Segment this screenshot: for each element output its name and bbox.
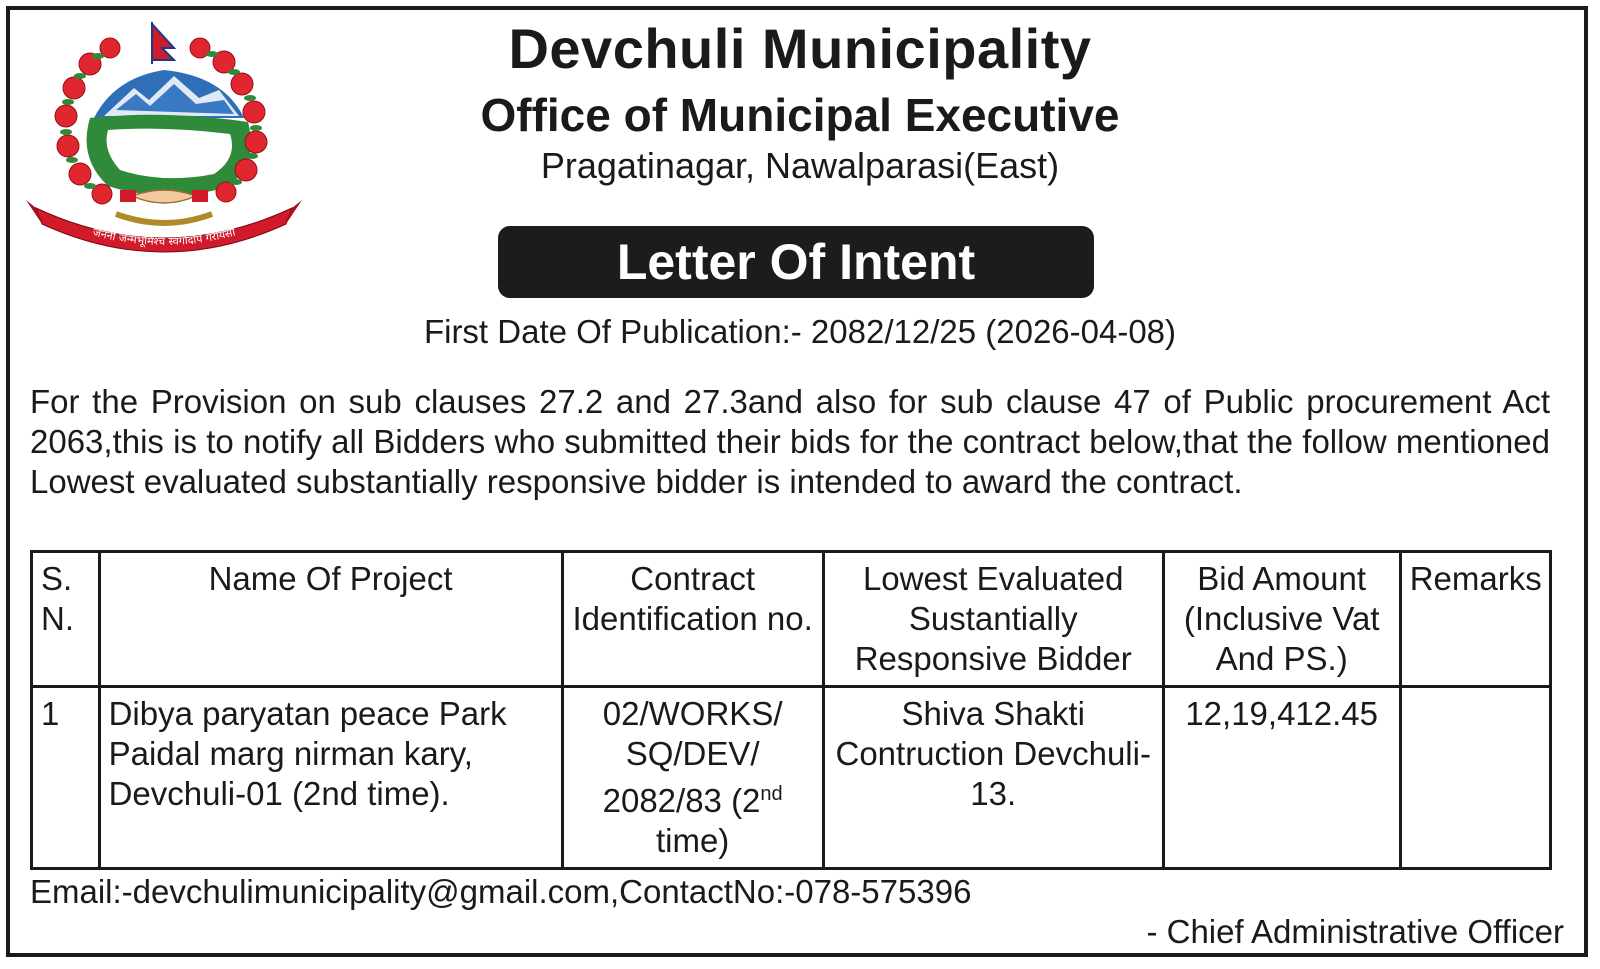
header-project: Name Of Project — [99, 552, 562, 687]
table-row — [32, 687, 1551, 869]
cell-project: Dibya paryatan peace Park Paidal marg nirman kary, Devchuli-01 (2nd time). — [99, 687, 562, 869]
cell-bidder: Shiva Shakti Contruction Devchuli-13. — [823, 687, 1163, 869]
header-bid-amount: Bid Amount (Inclusive Vat And PS.) — [1163, 552, 1400, 687]
header-contract-id: Contract Identification no. — [562, 552, 823, 687]
header-remarks: Remarks — [1400, 552, 1550, 687]
contact-info: Email:-devchulimunicipality@gmail.com,ContactNo:-078-575396 — [30, 873, 972, 910]
header-sn: S. N. — [32, 552, 100, 687]
office-name: Office of Municipal Executive — [480, 89, 1120, 141]
table-header-row — [32, 552, 1551, 687]
nepal-coat-of-arms-icon — [24, 18, 304, 258]
notice-heading-text: Letter Of Intent — [616, 234, 976, 290]
award-table — [30, 550, 1552, 870]
emblem-motto: जननी जन्मभूमिश्च स्वर्गादपि गरीयसी — [91, 225, 237, 249]
notice-heading — [498, 226, 1094, 298]
header-bidder: Lowest Evaluated Sustantially Responsive Bidder — [823, 552, 1163, 687]
contract-id-main: 02/WORKS/ SQ/DEV/ 2082/83 (2 — [602, 695, 783, 819]
cell-bid-amount: 12,19,412.45 — [1163, 687, 1400, 869]
publication-date: First Date Of Publication:- 2082/12/25 (2026-04-08) — [423, 313, 1177, 350]
contract-id-ordinal: nd — [760, 783, 783, 805]
cell-sn: 1 — [32, 687, 100, 869]
contract-id-tail: time) — [655, 822, 730, 859]
cell-contract-id — [562, 687, 823, 869]
cell-remarks — [1400, 687, 1550, 869]
notice-page — [6, 6, 1588, 957]
notice-body: For the Provision on sub clauses 27.2 and 27.3and also for sub clause 47 of Public procurement Act 2063,this is to notify all Bidders who submitted their bids for the contract below,that the follow mentioned Lowest evaluated substantially responsive bidder is intended to award the contract. — [30, 383, 1550, 500]
signatory: - Chief Administrative Officer — [1146, 913, 1564, 950]
office-address: Pragatinagar, Nawalparasi(East) — [540, 145, 1060, 186]
municipality-title: Devchuli Municipality — [508, 17, 1092, 80]
